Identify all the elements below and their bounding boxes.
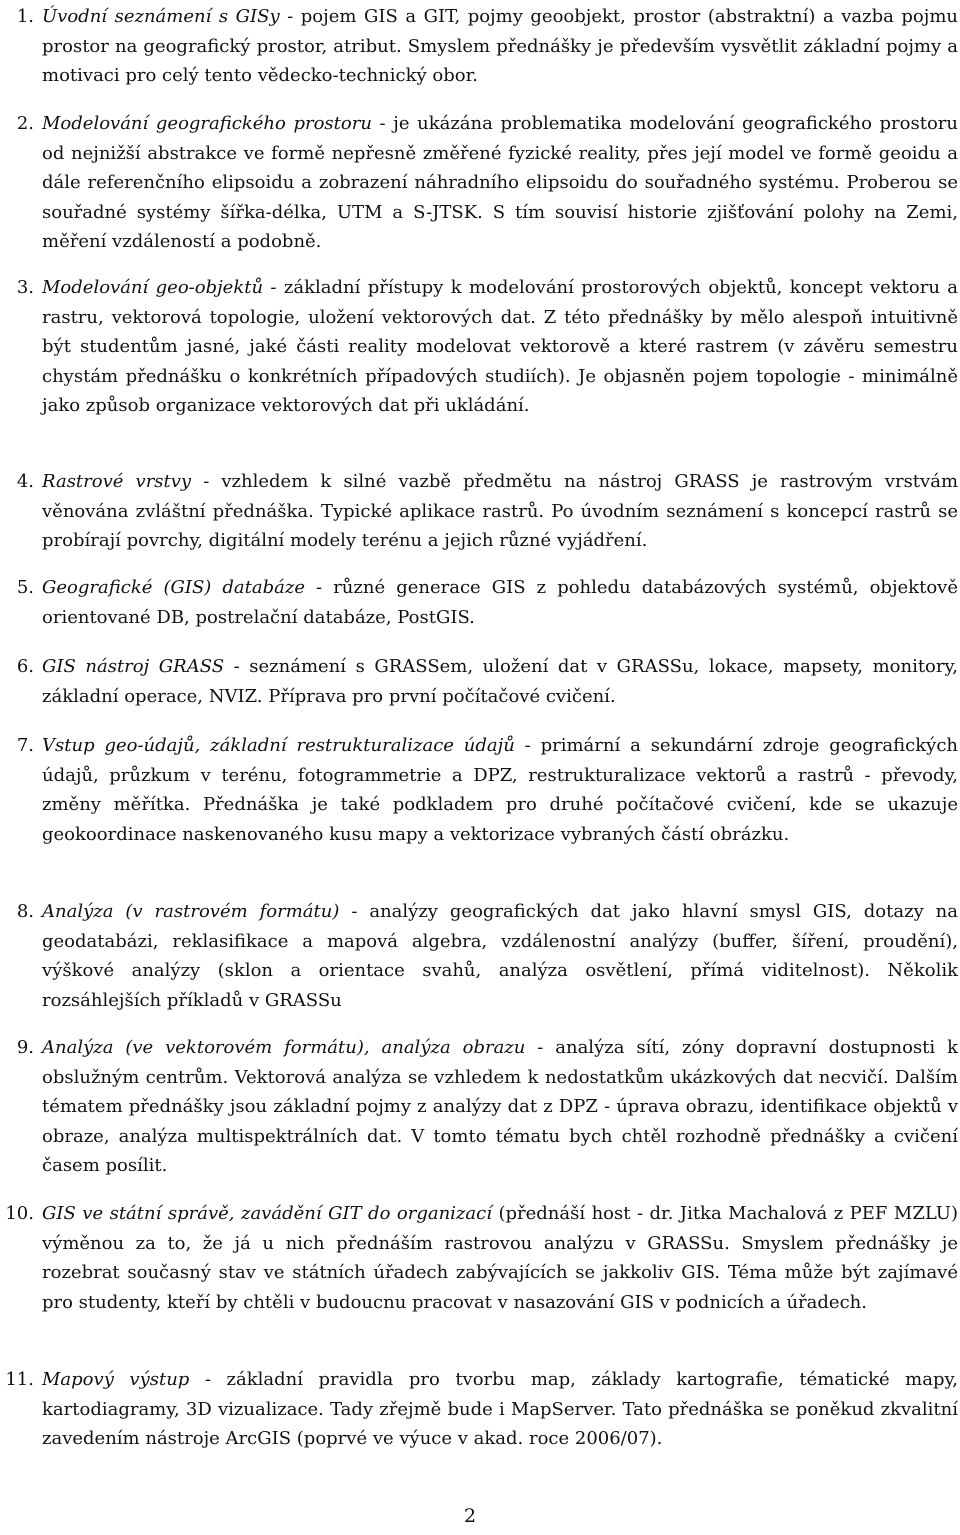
list-item xyxy=(0,109,958,257)
item-number: 3. xyxy=(16,277,34,298)
list-item xyxy=(0,573,958,632)
page-number: 2 xyxy=(463,1505,477,1527)
item-topic: Geografické (GIS) databáze xyxy=(42,577,305,598)
list-item xyxy=(0,897,958,1015)
item-body xyxy=(42,897,958,1015)
list-item xyxy=(0,467,958,556)
item-number: 6. xyxy=(16,656,34,677)
item-number: 2. xyxy=(16,113,34,134)
item-body xyxy=(42,273,958,421)
item-text: - pojem GIS a GIT, pojmy geoobjekt, prostor (abstraktní) a vazba pojmu prostor na geografický prostor, atribut. Smyslem přednášky je především vysvětlit základní pojmy a motivaci pro celý tento vědecko-technický obor. xyxy=(42,6,958,86)
item-topic: Rastrové vrstvy xyxy=(42,471,192,492)
item-topic: GIS ve státní správě, zavádění GIT do organizací xyxy=(42,1203,492,1224)
item-text: (přednáší host - dr. Jitka Machalová z PEF MZLU) výměnou za to, že já u nich přednáším rastrovou analýzu v GRASSu. Smyslem přednášky je rozebrat současný stav ve státních úřadech zabývajících se jakkoliv GIS. Téma může být zajímavé pro studenty, kteří by chtěli v budoucnu pracovat v nasazování GIS v podnicích a úřadech. xyxy=(42,1203,958,1313)
item-number: 9. xyxy=(16,1037,34,1058)
item-body xyxy=(42,573,958,632)
item-body xyxy=(42,2,958,91)
list-item xyxy=(0,1033,958,1181)
item-topic: Vstup geo-údajů, základní restrukturalizace údajů xyxy=(42,735,515,756)
item-body xyxy=(42,109,958,257)
item-text: - vzhledem k silné vazbě předmětu na nástroj GRASS je rastrovým vrstvám věnována zvláštní přednáška. Typické aplikace rastrů. Po úvodním seznámení s koncepcí rastrů se probírají povrchy, digitální modely terénu a jejich různé vyjádření. xyxy=(42,471,959,551)
item-number: 11. xyxy=(5,1369,34,1390)
item-topic: Modelování geografického prostoru xyxy=(42,113,372,134)
item-topic: Modelování geo-objektů xyxy=(42,277,264,298)
item-text: - analýza sítí, zóny dopravní dostupnosti k obslužným centrům. Vektorová analýza se vzhledem k nedostatkům ukázkových dat necvičí. Dalším tématem přednášky jsou základní pojmy z analýzy dat z DPZ - úprava obrazu, identifikace objektů v obraze, analýza multispektrálních dat. V tomto tématu bych chtěl rozhodně přednášky a cvičení časem posílit. xyxy=(42,1037,958,1176)
list-item xyxy=(0,2,958,91)
item-text: - primární a sekundární zdroje geografických údajů, průzkum v terénu, fotogrammetrie a DPZ, restrukturalizace vektorů a rastrů - převody, změny měřítka. Přednáška je také podkladem pro druhé počítačové cvičení, kde se ukazuje geokoordinace naskenovaného kusu mapy a vektorizace vybraných částí obrázku. xyxy=(42,735,958,845)
item-number: 7. xyxy=(16,735,34,756)
item-text: - základní pravidla pro tvorbu map, základy kartografie, tématické mapy, kartodiagramy, 3D vizualizace. Tady zřejmě bude i MapServer. Tato přednáška se poněkud zkvalitní zavedením nástroje ArcGIS (poprvé ve výuce v akad. roce 2006/07). xyxy=(42,1369,958,1449)
item-body xyxy=(42,1365,958,1454)
item-topic: GIS nástroj GRASS xyxy=(42,656,225,677)
item-text: - základní přístupy k modelování prostorových objektů, koncept vektoru a rastru, vektorová topologie, uložení vektorových dat. Z této přednášky by mělo alespoň intuitivně být studentům jasné, jaké části reality modelovat vektorově a které rastrem (v závěru semestru chystám přednášku o konkrétních případových studiích). Je objasněn pojem topologie - minimálně jako způsob organizace vektorových dat při ukládání. xyxy=(42,277,959,416)
item-number: 4. xyxy=(16,471,34,492)
item-number: 1. xyxy=(16,6,34,27)
item-topic: Analýza (ve vektorovém formátu), analýza obrazu xyxy=(42,1037,526,1058)
item-text: - je ukázána problematika modelování geografického prostoru od nejnižší abstrakce ve formě nepřesně změřené fyzické reality, přes její model ve formě geoidu a dále referenčního elipsoidu a zobrazení náhradního elipsoidu do souřadného systému. Proberou se souřadné systémy šířka-délka, UTM a S-JTSK. S tím souvisí historie zjišťování polohy na Zemi, měření vzdáleností a podobně. xyxy=(42,113,958,252)
item-number: 10. xyxy=(5,1203,34,1224)
item-number: 5. xyxy=(16,577,34,598)
list-item xyxy=(0,652,958,711)
item-body xyxy=(42,731,958,849)
list-item xyxy=(0,1365,958,1454)
item-body xyxy=(42,467,958,556)
item-topic: Analýza (v rastrovém formátu) xyxy=(42,901,340,922)
item-text: - seznámení s GRASSem, uložení dat v GRASSu, lokace, mapsety, monitory, základní operace, NVIZ. Příprava pro první počítačové cvičení. xyxy=(42,656,959,707)
item-topic: Mapový výstup xyxy=(42,1369,190,1390)
item-body xyxy=(42,1199,958,1317)
item-body xyxy=(42,1033,958,1181)
list-item xyxy=(0,731,958,849)
item-topic: Úvodní seznámení s GISy xyxy=(42,6,280,27)
item-text: - analýzy geografických dat jako hlavní smysl GIS, dotazy na geodatabázi, reklasifikace a mapová algebra, vzdálenostní analýzy (buffer, šíření, proudění), výškové analýzy (sklon a orientace svahů, analýza osvětlení, přímá viditelnost). Několik rozsáhlejších příkladů v GRASSu xyxy=(42,901,959,1011)
list-item xyxy=(0,1199,958,1317)
list-item xyxy=(0,273,958,421)
item-text: - různé generace GIS z pohledu databázových systémů, objektově orientované DB, postrelační databáze, PostGIS. xyxy=(42,577,958,628)
item-number: 8. xyxy=(16,901,34,922)
item-body xyxy=(42,652,958,711)
